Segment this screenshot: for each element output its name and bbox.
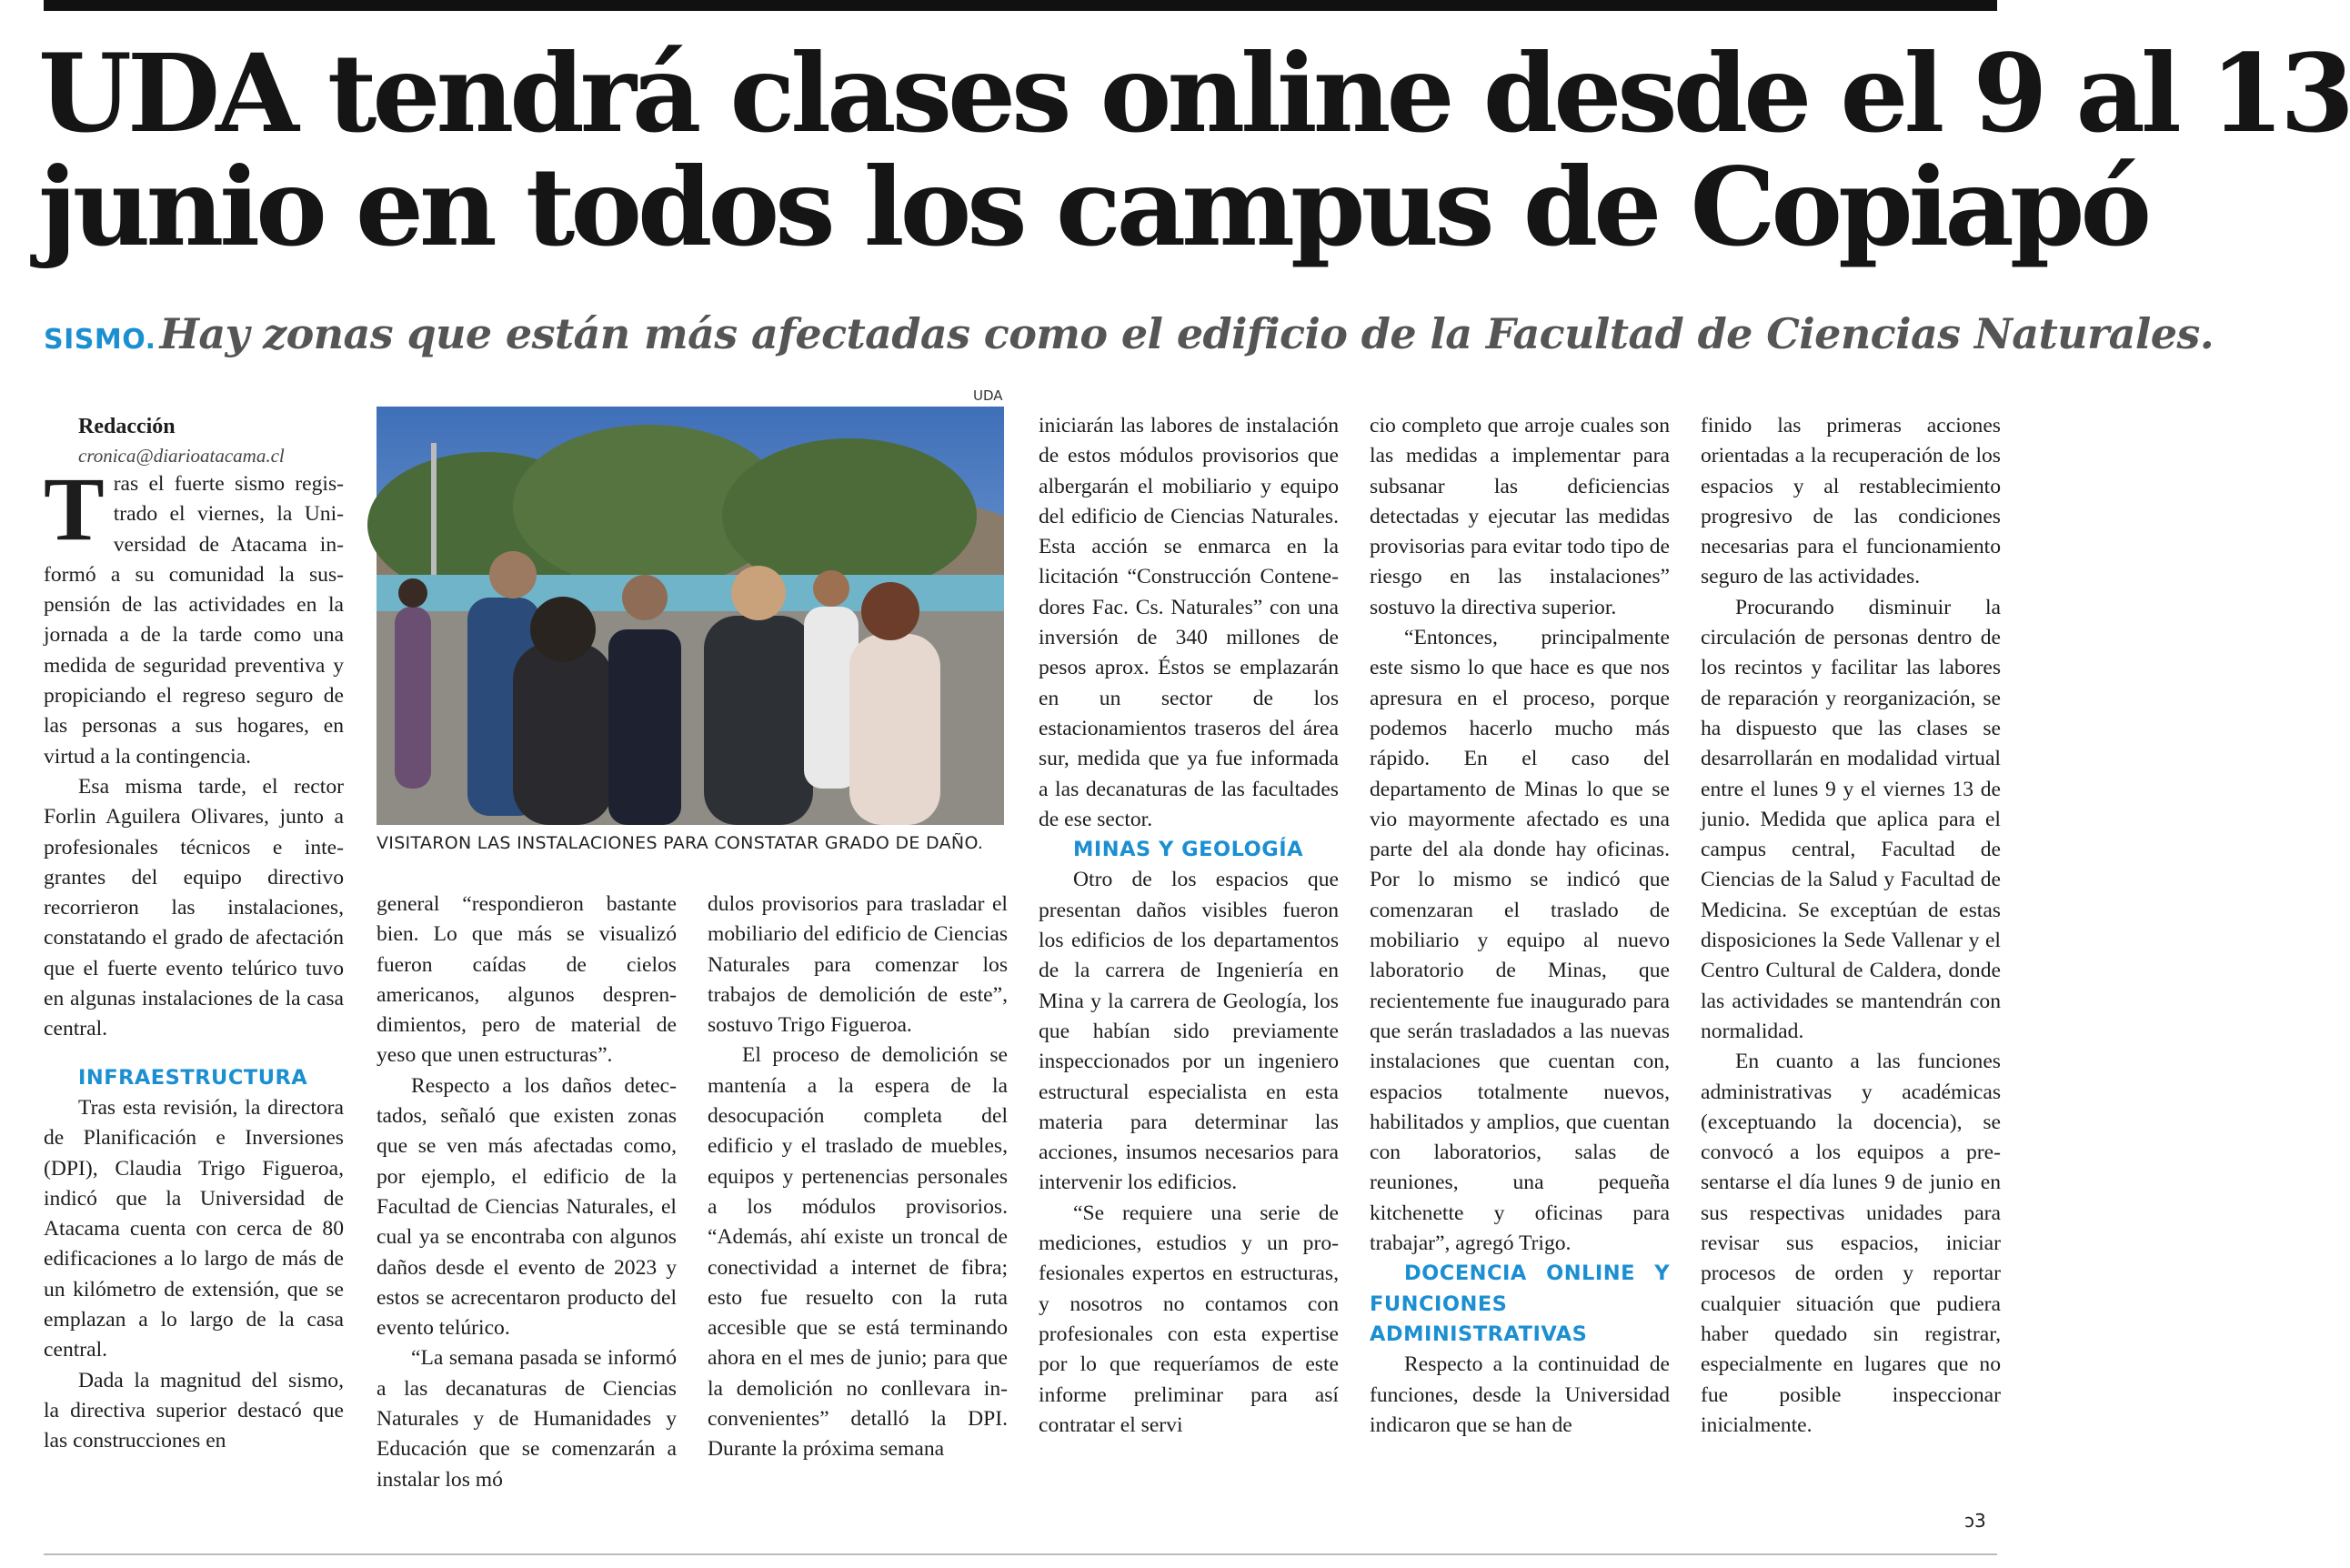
column-4 — [1039, 411, 1339, 1441]
paragraph: Respecto a la continuidad de funciones, desde la Universidad indicaron que se han de — [1370, 1352, 1670, 1437]
bottom-rule — [44, 1553, 1997, 1555]
paragraph: cio completo que arroje cuales son las medidas a implementar para subsanar las deficiencias detectadas y ejecutar las medidas provisorias para evitar todo tipo de riesgo en las instalaciones” sostuvo la directiva superior. — [1370, 414, 1670, 619]
paragraph: Tras esta revisión, la directora de Planificación e Inversiones (DPI), Claudia Trigo Figueroa, indicó que la Universidad de Atacama cuenta con cerca de 80 edificaciones a lo largo de más de un kilómetro de extensión, que se emplazan a lo largo de la casa central. — [44, 1095, 344, 1362]
paragraph: “Se requiere una serie de mediciones, estudios y un profesionales expertos en estructuras, y nosotros no contamos con profesionales con esta expertise por lo que requeríamos de este informe preliminar para así contratar el servi — [1039, 1201, 1339, 1437]
paragraph: dulos provisorios para trasladar el mobiliario del edificio de Ciencias Naturales para comenzar los trabajos de demolición de este”, sostuvo Trigo Figueroa. — [708, 892, 1008, 1038]
paragraph: “Entonces, principalmente este sismo lo que hace es que nos apresura en el proceso, porque podemos hacerlo mucho más rápido. En el caso del departamento de Minas lo que se vio mayormente afectado es una parte del ala donde hay oficinas. Por lo mismo se indicó que comenzaran el traslado de mobiliario y equipo al nuevo laboratorio de Minas, que recientemente fue inaugurado para que serán trasladados a las nuevas instalaciones que cuentan con, espacios totalmente nuevos, habilitados y amplios, que cuentan con laboratorios, salas de reuniones, una pequeña kitchenette y oficinas para trabajar”, agregó Trigo. — [1370, 626, 1670, 1256]
column-1 — [44, 411, 344, 1457]
paragraph: “La semana pasada se informó a las decanaturas de Ciencias Naturales y de Humanidades y Educación que se comenzarán a instalar los mó — [377, 1346, 677, 1492]
subhead-docencia-online: DOCENCIA ONLINE Y FUNCIONES ADMINISTRATIVAS — [1370, 1261, 1670, 1346]
paragraph: Otro de los espacios que presentan daños visibles fueron los edificios de los departamentos de la carrera de Ingeniería en Mina y la carrera de Geología, los que habían sido previamente inspeccionados por un ingeniero estructural especialista en esta materia para determinar las acciones, insumos necesarios para intervenir los edificios. — [1039, 868, 1339, 1195]
deck-kicker: SISMO. — [44, 324, 156, 356]
subhead-minas-geologia: MINAS Y GEOLOGÍA — [1073, 838, 1304, 862]
byline-email: cronica@diarioatacama.cl — [78, 445, 285, 467]
paragraph: En cuanto a las funciones administrativas y académicas (exceptuando la docencia), se convocó a los equipos a presentarse el día lunes 9 de junio en sus respectivas unidades para revisar sus espacios, iniciar procesos de orden y reportar cualquier situación que pudiera haber quedado sin registrar, especialmente en lugares que no fue posible inspeccionar inicialmente. — [1701, 1050, 2001, 1437]
paragraph: finido las primeras acciones orientadas a la recuperación de los espacios y al restablecimiento progresivo de las condiciones necesarias para el funcionamiento seguro de las actividades. — [1701, 414, 2001, 589]
photo-caption: VISITARON LAS INSTALACIONES PARA CONSTATAR GRADO DE DAÑO. — [377, 833, 984, 853]
subhead-infraestructura: INFRAESTRUCTURA — [78, 1065, 308, 1090]
photo-credit: UDA — [973, 387, 1003, 404]
photo-illustration — [377, 407, 1004, 825]
paragraph-text: ras el fuerte sismo registrado el viernes, la Universidad de Atacama informó a su comunidad la suspensión de las actividades en la jornada a de la tarde como una medida de seguridad preventiva y propiciando el regreso seguro de las personas a sus hogares, en virtud a la contingencia. — [44, 472, 344, 769]
paragraph: El proceso de demolición se mantenía a la espera de la desocupación completa del edificio y el traslado de muebles, equipos y pertenencias personales a los módulos provisorios. “Además, ahí existe un troncal de conectividad a internet de fibra; esto fue resuelto con la ruta accesible que se está terminando ahora en el mes de junio; para que la demolición no conllevara inconvenientes” detalló la DPI. Durante la próxima semana — [708, 1043, 1008, 1462]
column-3 — [708, 890, 1008, 1465]
column-5 — [1370, 411, 1670, 1441]
paragraph: Esa misma tarde, el rector Forlin Aguilera Olivares, junto a profesionales técnicos e integrantes del equipo directivo recorrieron las instalaciones, constatando el grado de afectación que el fuerte evento telúrico tuvo en algunas instalaciones de la casa central. — [44, 774, 344, 1041]
drop-cap: T — [44, 458, 105, 559]
paragraph: iniciarán las labores de instalación de estos módulos provisorios que albergarán el mobiliario y equipo del edificio de Ciencias Naturales. Esta acción se enmarca en la licitación “Construcción Contenedores Fac. Cs. Naturales” con una inversión de 340 millones de pesos aprox. Éstos se emplazarán en un sector de los estacionamientos traseros del área sur, medida que ya fue informada a las decanaturas de las facultades de ese sector. — [1039, 414, 1339, 831]
top-rule — [44, 0, 1997, 11]
headline-line-1: UDA tendrá clases online desde el 9 al 13 — [38, 30, 2350, 156]
paragraph: Respecto a los daños detectados, señaló que existen zonas que se ven más afectadas como, por ejemplo, el edificio de la Facultad de Ciencias Naturales, el cual ya se encontraba con algunos daños desde el evento de 2023 y estos se acrecentaron producto del evento telúrico. — [377, 1073, 677, 1341]
byline-author: Redacción — [78, 415, 176, 438]
headline — [38, 30, 2350, 271]
column-6 — [1701, 411, 2001, 1441]
paragraph: general “respondieron bastante bien. Lo que más se visualizó fueron caídas de cielos americanos, algunos desprendimientos, pero de material de yeso que unen estructuras”. — [377, 892, 677, 1068]
deck-text: Hay zonas que están más afectadas como el edificio de la Facultad de Ciencias Naturales. — [159, 309, 2214, 358]
paragraph: Dada la magnitud del sismo, la directiva superior destacó que las construcciones en — [44, 1368, 344, 1453]
deck — [44, 309, 2214, 358]
column-2 — [377, 890, 677, 1495]
paragraph: Procurando disminuir la circulación de personas dentro de los recintos y facilitar las labores de reparación y reorganización, se ha dispuesto que las clases se desarrollarán en modalidad virtual entre el lunes 9 y el viernes 13 de junio. Medida que aplica para el campus central, Facultad de Ciencias de la Salud y Facultad de Medicina. Se exceptúan de estas disposiciones la Sede Vallenar y el Centro Cultural de Caldera, donde las actividades se mantendrán con normalidad. — [1701, 595, 2001, 1043]
headline-line-2: junio en todos los campus de Copiapó — [38, 144, 2148, 271]
end-mark-icon: ↄ3 — [1964, 1510, 1986, 1532]
news-photo — [377, 407, 1004, 825]
paragraph — [44, 458, 344, 772]
